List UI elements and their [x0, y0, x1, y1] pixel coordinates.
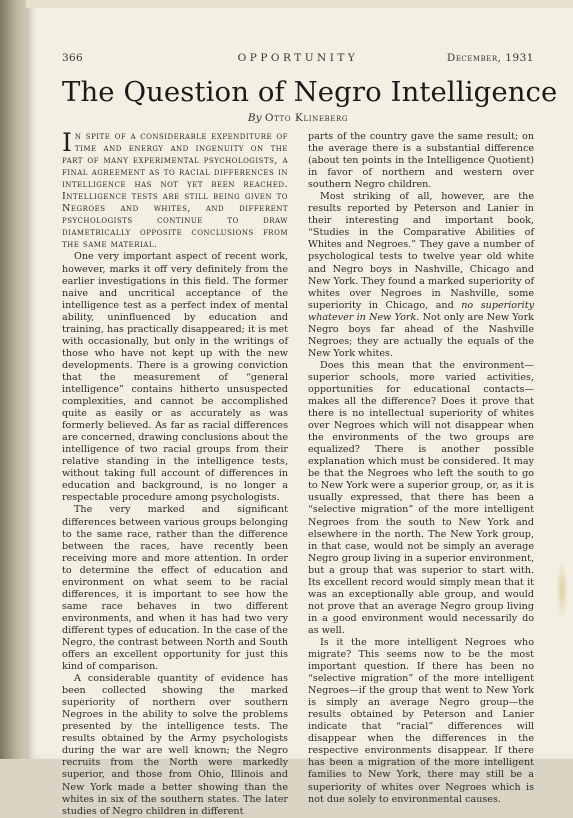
page-number: 366 [62, 52, 83, 64]
author-name: Otto Klineberg [264, 112, 349, 124]
byline-prefix: By [247, 112, 262, 124]
paragraph: One very important aspect of recent work, however, marks it off very definitely from the earlier investigations in this field. The former naive and uncritical acceptance of the intelligence test as a perfect index of mental ability, uninfluenced by education and training, has practically disappeared; it is met with occasionally, but only in the writings of those who have not kept up with the new developments. There is a growing conviction that the measurement of “general intelligence” contains hitherto unsuspected complexities, and cannot be accomplished quite as easily or as accurately as was formerly believed. As far as racial differences are concerned, drawing conclusions about the intelligence of two racial groups from their relative standing in the intelligence tests, without taking full account of differences in education and background, is no longer a respectable procedure among psychologists. [62, 251, 288, 504]
magazine-name: OPPORTUNITY [237, 52, 359, 64]
running-header [62, 52, 534, 66]
paragraph-text: Not only are New York Negro boys far ahead of the Nashville Negroes; they are actually the equals of the New York whites. [308, 311, 534, 359]
paragraph [62, 128, 288, 251]
byline [62, 112, 534, 124]
page-top-edge [26, 0, 573, 8]
paragraph: Is it the more intelligent Negroes who migrate? This seems now to be the most important question. If there has been no “selective migration” of the more intelligent Negroes—if the group that went to New York is simply an average Negro group—the results obtained by Peterson and Lanier indicate that “racial” differences will disappear when the differences in the respective environments disappear. If there has been a migration of the more intelligent families to New York, there may still be a superiority of whites over Negroes which is not due solely to environmental causes. [308, 636, 534, 805]
drop-cap: I [62, 128, 72, 157]
paragraph: A considerable quantity of evidence has been collected showing the marked superiority of northern over southern Negroes in the ability to solve the problems presented by the intelligence tests. The results obtained by the Army psychologists during the war are well known; the Negro recruits from the North were markedly superior, and those from Ohio, Illinois and New York made a better showing than the whites in six of the southern states. The later studies of Negro children in different [62, 673, 288, 817]
issue-date: December, 1931 [446, 52, 534, 64]
paragraph [308, 191, 534, 360]
article-title: The Question of Negro Intelligence [62, 76, 558, 108]
paper-stain [556, 560, 568, 620]
right-column [308, 131, 534, 806]
paragraph-text: Most striking of all, however, are the results reported by Peterson and Lanier in their interesting and important book, “Studies in the Comparative Abilities of Whites and Negroes.” They gave a number of psychological tests to twelve year old white and Negro boys in Nashville, Chicago and New York. They found a marked superiority of whites over Negroes in Nashville, some superiority in Chicago, and [308, 191, 534, 311]
paragraph: parts of the country gave the same result; on the average there is a substantial difference (about ten points in the Intelligence Quotient) in favor of northern and western over southern Negro children. [308, 131, 534, 191]
book-spine [0, 0, 26, 759]
paragraph-text: n spite of a considerable expenditure of time and energy and ingenuity on the part of many experimental psychologists, a final agreement as to racial differences in intelligence has not yet been reached. Intelligence tests are still being given to Negroes and whites, and different psychologists continue to draw diametrically opposite conclusions from the same material. [62, 131, 288, 251]
emphasis-text: no superiority whatever in New York. [308, 299, 534, 323]
paragraph: Does this mean that the environment—superior schools, more varied activities, opportunities for educational contacts—makes all the difference? Does it prove that there is no intellectual superiority of whites over Negroes which will not disappear when the environments of the two groups are equalized? There is another possible explanation which must be considered. It may be that the Negroes who left the south to go to New York were a superior group, or, as it is usually expressed, that there has been a “selective migration” of the more intelligent Negroes from the south to New York and elsewhere in the north. The New York group, in that case, would not be simply an average Negro group living in a superior environment, but a group that was superior to start with. Its excellent record would simply mean that it was an exceptionally able group, and would not prove that an average Negro group living in a good environment would necessarily do as well. [308, 359, 534, 636]
left-column [62, 128, 288, 818]
paragraph: The very marked and significant differences between various groups belonging to the same race, rather than the difference between the races, have recently been receiving more and more attention. In order to determine the effect of education and environment on what seem to be racial differences, it is important to see how the same race behaves in two different environments, and when it has had two very different types of education. In the case of the Negro, the contrast between North and South offers an excellent opportunity for just this kind of comparison. [62, 504, 288, 673]
